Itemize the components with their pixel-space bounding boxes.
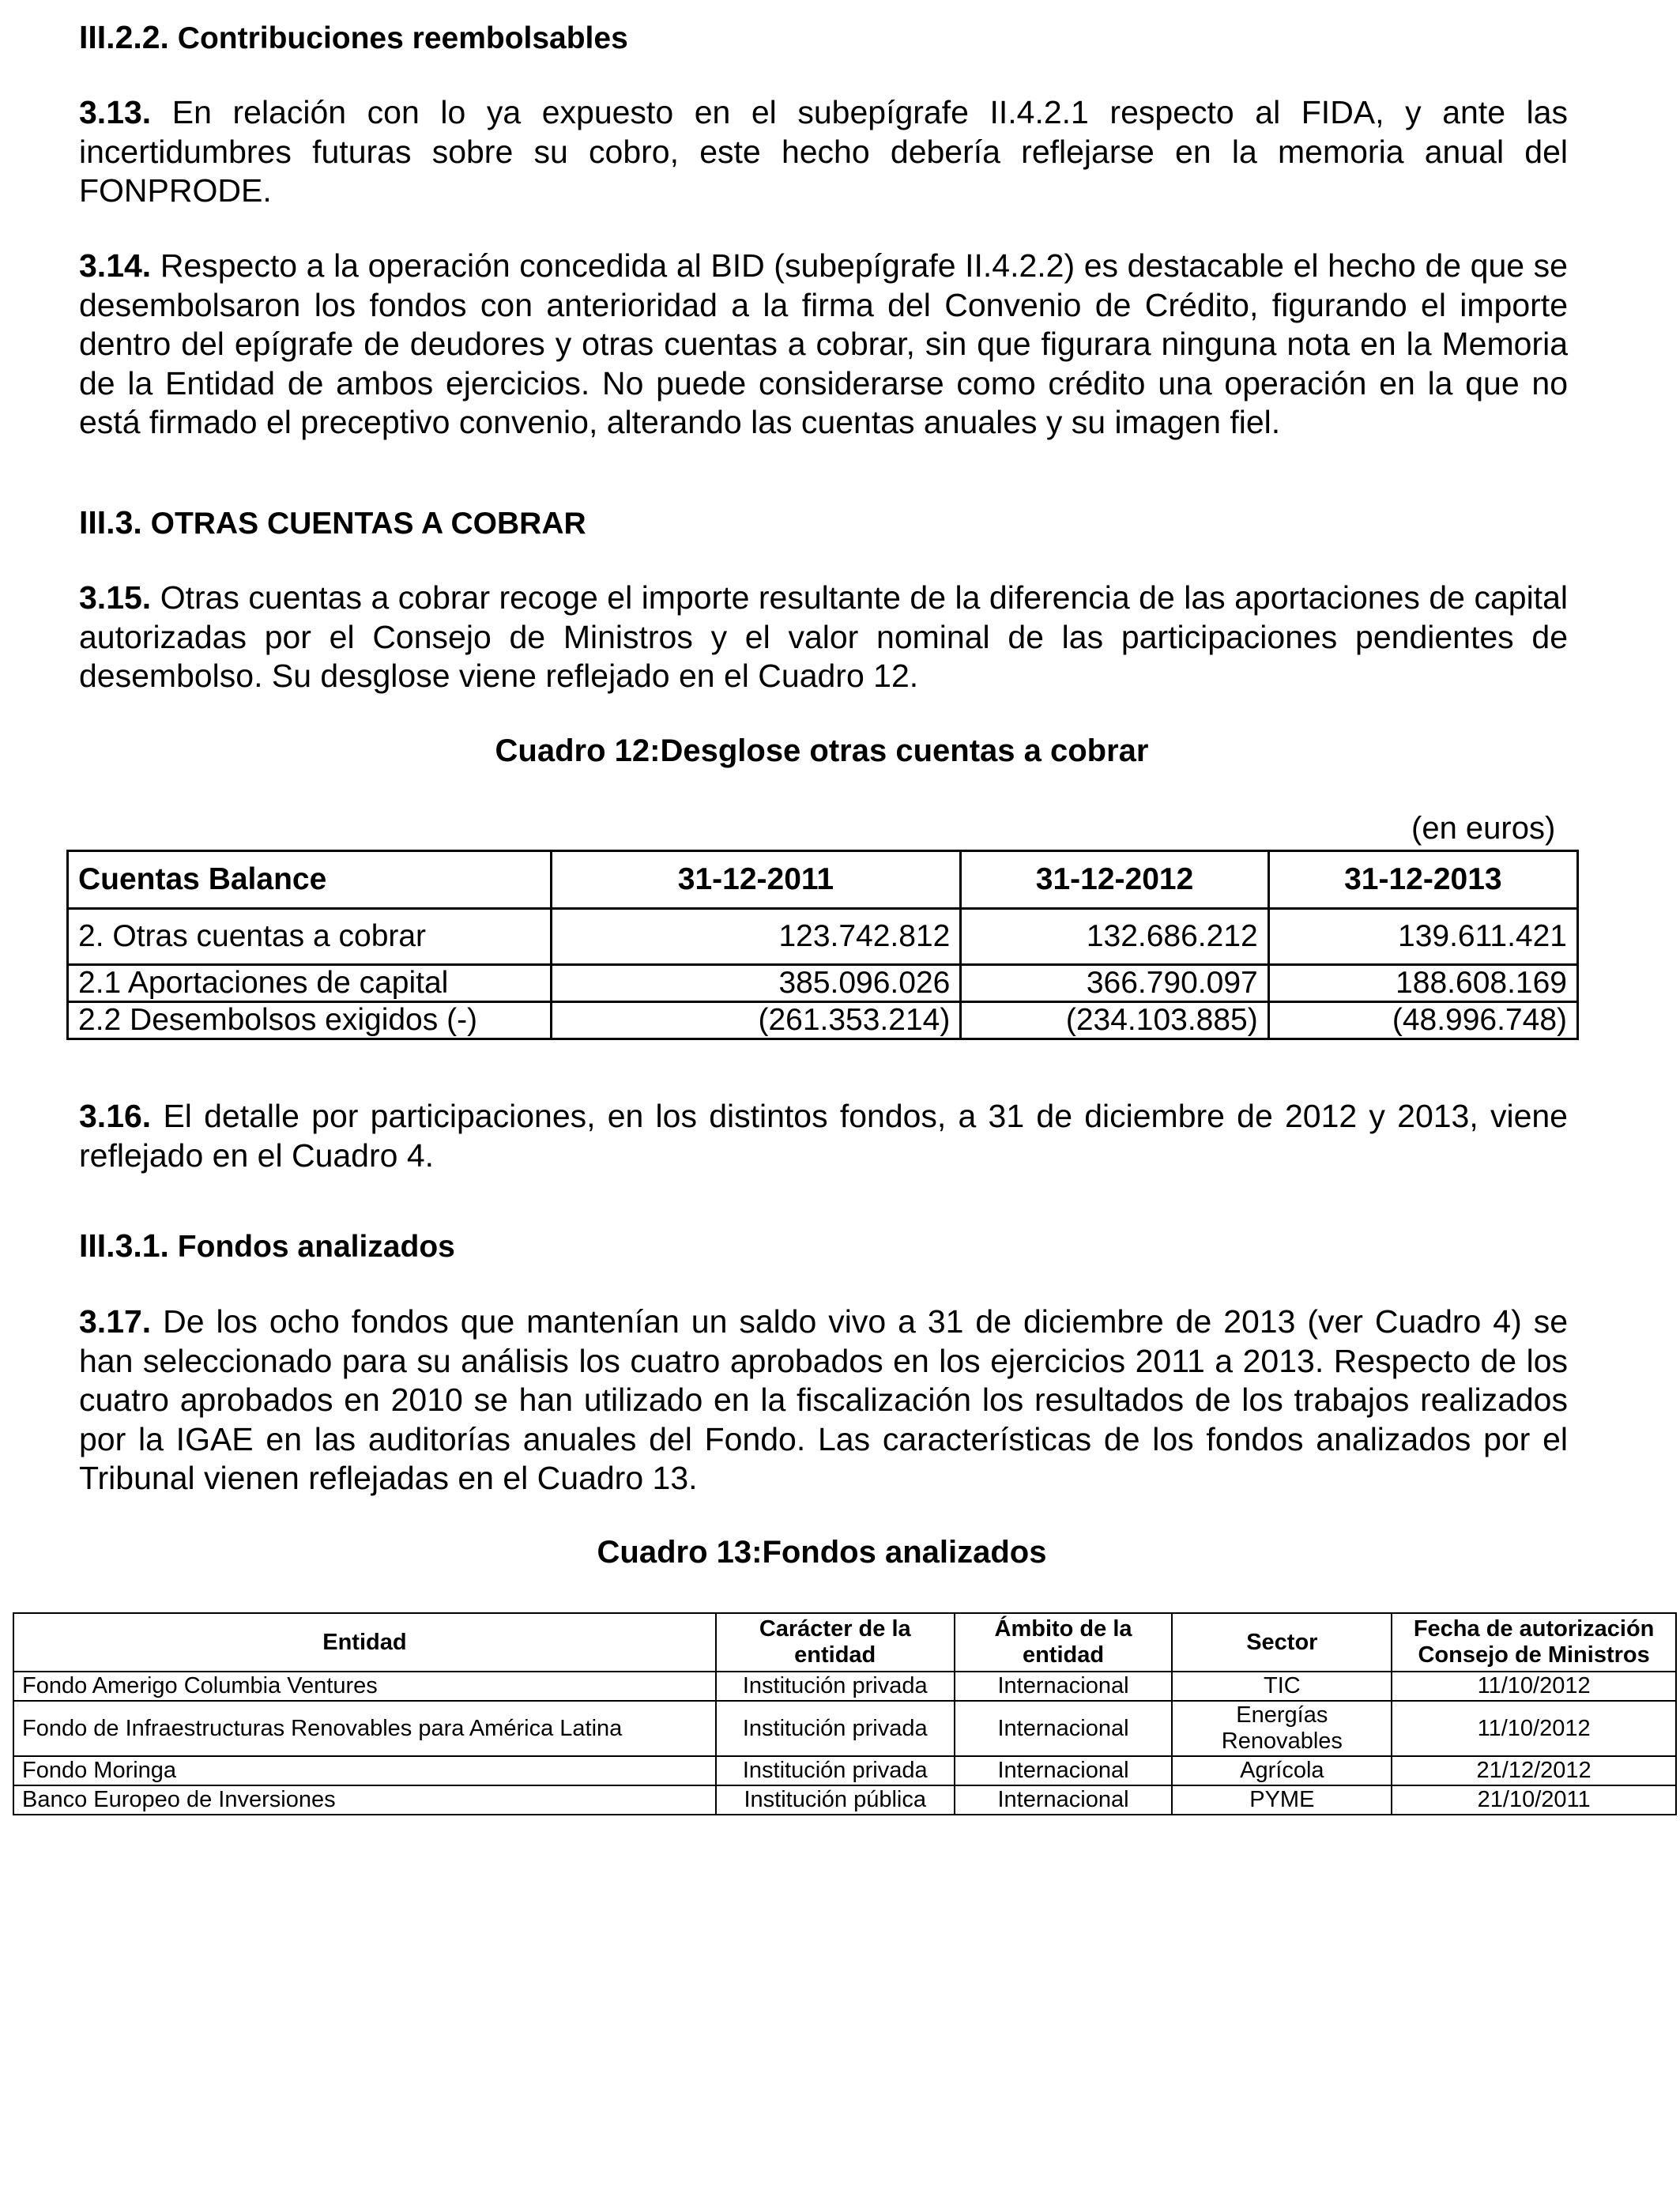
section-heading-iii-3-1: [79, 1227, 455, 1265]
cuadro-12-table: [66, 850, 1579, 1040]
table-cell: [1172, 1756, 1392, 1785]
table-cell: (48.996.748): [1268, 1002, 1577, 1039]
units-note: (en euros): [1411, 811, 1556, 846]
paragraph-text: De los ocho fondos que mantenían un saldo vivo a 31 de diciembre de 2013 (ver Cuadro 4) se han seleccionado para su análisis los cuatro aprobados en los ejercicios 2011 a 2013. Respecto de los cuatro aprobados en 2010 se han utilizado en la fiscalización los resultados de los trabajos realizados por la IGAE en las auditorías anuales del Fondo. Las características de los fondos analizados por el Tribunal vienen reflejadas en el Cuadro 13.: [79, 1303, 1568, 1496]
table-cell: 2. Otras cuentas a cobrar: [68, 909, 552, 965]
table-row: [13, 1785, 1676, 1815]
header-line: Fecha de autorización: [1413, 1616, 1655, 1642]
section-title: Fondos analizados: [177, 1230, 455, 1264]
section-number: III.3.1.: [79, 1227, 169, 1264]
header-line: Sector: [1246, 1629, 1318, 1655]
table-cell: 21/10/2011: [1392, 1785, 1676, 1815]
section-title: Contribuciones reembolsables: [177, 21, 628, 55]
table-cell: Internacional: [955, 1672, 1173, 1701]
paragraph-3-13: [79, 93, 1568, 211]
table-row: [13, 1672, 1676, 1701]
paragraph-number: 3.16.: [79, 1098, 152, 1134]
paragraph-text: Otras cuentas a cobrar recoge el importe resultante de la diferencia de las aportaciones de capital autorizadas por el Consejo de Ministros y el valor nominal de las participaciones pendientes de desembolso. Su desglose viene reflejado en el Cuadro 12.: [79, 579, 1568, 694]
table-row: [68, 909, 1578, 965]
table-header-row: [68, 851, 1578, 909]
table-header-row: [13, 1613, 1676, 1672]
caption-title: Desglose otras cuentas a cobrar: [660, 733, 1149, 768]
cell-line: PYME: [1249, 1787, 1315, 1812]
column-header: 31-12-2011: [551, 851, 961, 909]
table-cell: 132.686.212: [961, 909, 1268, 965]
table-cell: [1172, 1701, 1392, 1756]
cell-line: Energías: [1236, 1702, 1328, 1728]
table-cell: Institución privada: [716, 1672, 955, 1701]
table-row: [13, 1756, 1676, 1785]
table-cell: (234.103.885): [961, 1002, 1268, 1039]
column-header: 31-12-2012: [961, 851, 1268, 909]
section-heading-iii-2-2: [79, 19, 628, 56]
section-heading-iii-3: [79, 504, 586, 541]
table-cell: [1172, 1672, 1392, 1701]
header-line: Entidad: [322, 1629, 407, 1655]
caption-title: Fondos analizados: [762, 1535, 1047, 1570]
table-cell: Fondo Moringa: [13, 1756, 716, 1785]
table-cell: [1172, 1785, 1392, 1815]
paragraph-number: 3.14.: [79, 247, 152, 284]
column-header: [13, 1613, 716, 1672]
table-cell: 11/10/2012: [1392, 1701, 1676, 1756]
table-cell: Fondo de Infraestructuras Renovables para América Latina: [13, 1701, 716, 1756]
header-line: Ámbito de la: [994, 1616, 1132, 1642]
paragraph-number: 3.17.: [79, 1303, 152, 1340]
table-row: [68, 965, 1578, 1002]
table-cell: 139.611.421: [1268, 909, 1577, 965]
caption-number: Cuadro 12:: [495, 733, 661, 768]
table-row: [13, 1701, 1676, 1756]
table-cell: Internacional: [955, 1785, 1173, 1815]
paragraph-number: 3.15.: [79, 579, 152, 616]
paragraph-3-15: [79, 579, 1568, 696]
cell-line: Agrícola: [1240, 1758, 1324, 1783]
table-cell: 385.096.026: [551, 965, 961, 1002]
column-header: 31-12-2013: [1268, 851, 1577, 909]
table-cell: 123.742.812: [551, 909, 961, 965]
table-cell: 2.1 Aportaciones de capital: [68, 965, 552, 1002]
column-header: [955, 1613, 1173, 1672]
paragraph-3-16: [79, 1097, 1568, 1175]
header-line: Consejo de Ministros: [1418, 1642, 1650, 1668]
cuadro-13-table: [13, 1612, 1677, 1815]
column-header: Cuentas Balance: [68, 851, 552, 909]
table-cell: Internacional: [955, 1756, 1173, 1785]
caption-number: Cuadro 13:: [597, 1535, 763, 1570]
table-cell: (261.353.214): [551, 1002, 961, 1039]
table-cell: 11/10/2012: [1392, 1672, 1676, 1701]
table-cell: Institución privada: [716, 1701, 955, 1756]
column-header: [716, 1613, 955, 1672]
table-cell: 21/12/2012: [1392, 1756, 1676, 1785]
paragraph-3-14: [79, 247, 1568, 443]
column-header: [1172, 1613, 1392, 1672]
table-cell: Banco Europeo de Inversiones: [13, 1785, 716, 1815]
paragraph-text: El detalle por participaciones, en los distintos fondos, a 31 de diciembre de 2012 y 2013, viene reflejado en el Cuadro 4.: [79, 1098, 1568, 1174]
table-cell: Institución privada: [716, 1756, 955, 1785]
header-line: entidad: [794, 1642, 876, 1668]
table-cell: Fondo Amerigo Columbia Ventures: [13, 1672, 716, 1701]
section-number: III.3.: [79, 504, 142, 541]
cell-line: TIC: [1263, 1673, 1301, 1698]
table-cell: 2.2 Desembolsos exigidos (-): [68, 1002, 552, 1039]
table-cell: Internacional: [955, 1701, 1173, 1756]
cuadro-12-caption: [0, 733, 1644, 769]
cell-line: Renovables: [1221, 1728, 1343, 1754]
table-row: [68, 1002, 1578, 1039]
section-number: III.2.2.: [79, 19, 169, 55]
paragraph-text: En relación con lo ya expuesto en el subepígrafe II.4.2.1 respecto al FIDA, y ante las incertidumbres futuras sobre su cobro, este hecho debería reflejarse en la memoria anual del FONPRODE.: [79, 94, 1568, 209]
header-line: entidad: [1022, 1642, 1105, 1668]
paragraph-3-17: [79, 1302, 1568, 1498]
paragraph-number: 3.13.: [79, 94, 152, 130]
cuadro-13-caption: [0, 1535, 1644, 1570]
column-header: [1392, 1613, 1676, 1672]
paragraph-text: Respecto a la operación concedida al BID (subepígrafe II.4.2.2) es destacable el hecho de que se desembolsaron los fondos con anterioridad a la firma del Convenio de Crédito, figurando el importe dentro del epígrafe de deudores y otras cuentas a cobrar, sin que figurara ninguna nota en la Memoria de la Entidad de ambos ejercicios. No puede considerarse como crédito una operación en la que no está firmado el preceptivo convenio, alterando las cuentas anuales y su imagen fiel.: [79, 247, 1568, 440]
table-cell: Institución pública: [716, 1785, 955, 1815]
header-line: Carácter de la: [759, 1616, 911, 1642]
section-title: OTRAS CUENTAS A COBRAR: [150, 507, 586, 541]
table-cell: 188.608.169: [1268, 965, 1577, 1002]
table-cell: 366.790.097: [961, 965, 1268, 1002]
